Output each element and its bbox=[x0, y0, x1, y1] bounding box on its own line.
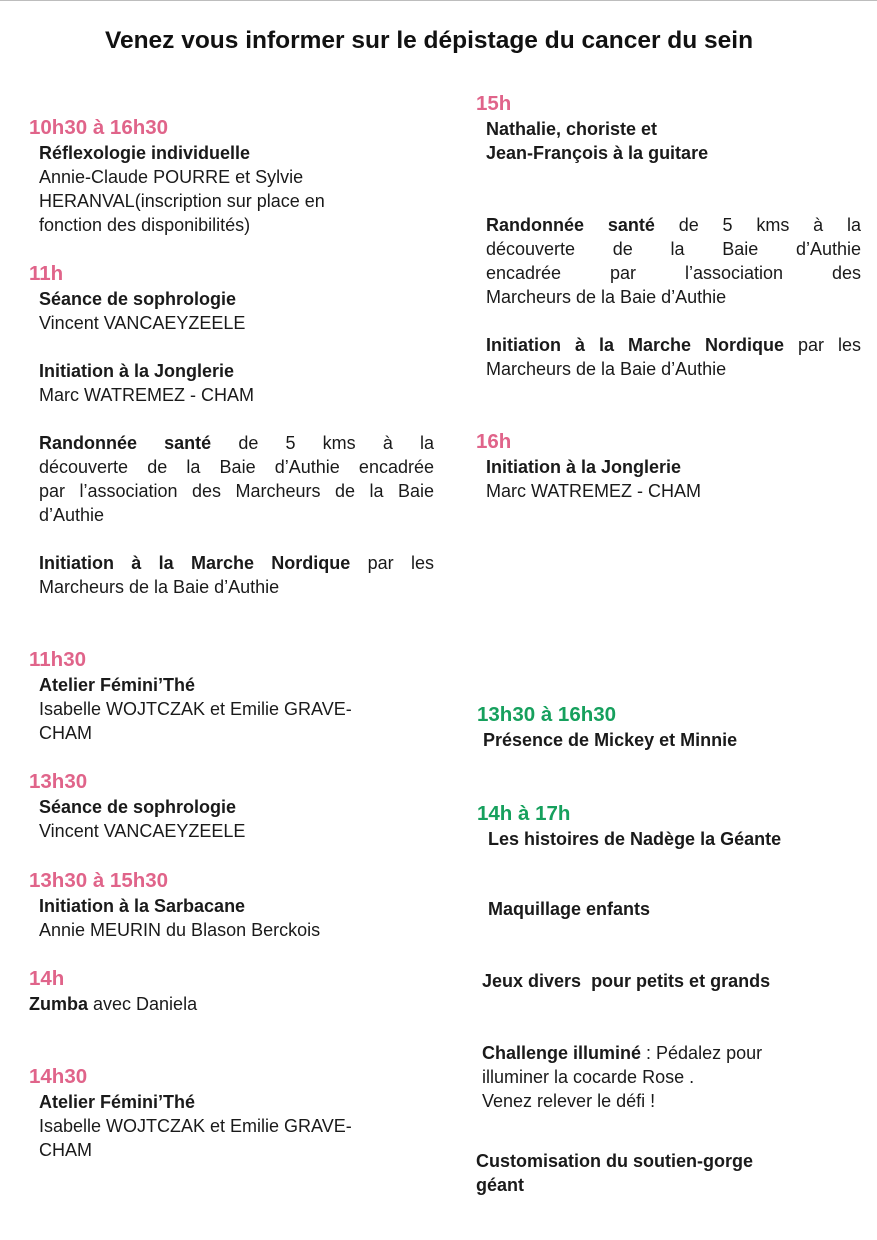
block-challenge bbox=[482, 1041, 762, 1113]
block-16h bbox=[476, 429, 701, 503]
time-label: 11h30 bbox=[29, 648, 86, 671]
activity-title: Nathalie, choriste et bbox=[486, 119, 658, 139]
activity-title: Initiation à la Marche Nordique bbox=[486, 335, 784, 355]
time-label: 13h30 à 16h30 bbox=[477, 703, 617, 726]
activity-text: par les bbox=[797, 335, 861, 355]
activity-text: d’Authie bbox=[39, 505, 105, 525]
activity-text: par l’association des Marcheurs de la Baie bbox=[39, 481, 434, 501]
block-11h30 bbox=[29, 647, 352, 745]
activity-title: Séance de sophrologie bbox=[39, 289, 237, 309]
block-15h-randonnee bbox=[486, 213, 861, 309]
time-label: 15h bbox=[476, 92, 512, 115]
block-13h30-16h30-kids bbox=[477, 702, 737, 752]
block-14h30 bbox=[29, 1064, 352, 1162]
activity-text: Isabelle WOJTCZAK et Emilie GRAVE- bbox=[39, 1116, 352, 1136]
time-label: 14h à 17h bbox=[477, 802, 571, 825]
activity-text: fonction des disponibilités) bbox=[39, 215, 251, 235]
block-customisation bbox=[476, 1149, 753, 1197]
activity-title: géant bbox=[476, 1175, 525, 1195]
activity-title: Jeux divers pour petits et grands bbox=[482, 971, 771, 991]
activity-text: découverte de la Baie d’Authie encadrée bbox=[39, 457, 434, 477]
activity-text: Venez relever le défi ! bbox=[482, 1091, 656, 1111]
time-label: 14h bbox=[29, 967, 65, 990]
time-label: 13h30 à 15h30 bbox=[29, 869, 169, 892]
block-14h bbox=[29, 966, 197, 1016]
block-11h-marche-nordique bbox=[39, 551, 434, 599]
activity-title: Les histoires de Nadège la Géante bbox=[488, 829, 782, 849]
activity-title: Jean-François à la guitare bbox=[486, 143, 709, 163]
activity-text: de 5 kms à la bbox=[238, 433, 434, 453]
activity-text: CHAM bbox=[39, 1140, 92, 1160]
time-label: 13h30 bbox=[29, 770, 88, 793]
activity-text: HERANVAL(inscription sur place en bbox=[39, 191, 325, 211]
activity-title: Zumba bbox=[29, 994, 89, 1014]
activity-text: Marcheurs de la Baie d’Authie bbox=[39, 577, 280, 597]
activity-text: Annie MEURIN du Blason Berckois bbox=[39, 920, 321, 940]
activity-title: Initiation à la Jonglerie bbox=[39, 361, 235, 381]
activity-text: illuminer la cocarde Rose . bbox=[482, 1067, 695, 1087]
activity-text: Marc WATREMEZ - CHAM bbox=[39, 385, 254, 405]
activity-text: avec Daniela bbox=[88, 994, 198, 1014]
time-label: 14h30 bbox=[29, 1065, 88, 1088]
block-13h30 bbox=[29, 769, 245, 843]
activity-text: : Pédalez pour bbox=[641, 1043, 763, 1063]
activity-title: Initiation à la Sarbacane bbox=[39, 896, 246, 916]
activity-title: Présence de Mickey et Minnie bbox=[483, 730, 738, 750]
activity-text: Marcheurs de la Baie d’Authie bbox=[486, 359, 727, 379]
time-label: 16h bbox=[476, 430, 512, 453]
time-label: 11h bbox=[29, 262, 64, 285]
activity-text: découverte de la Baie d’Authie bbox=[486, 239, 861, 259]
activity-title: Séance de sophrologie bbox=[39, 797, 237, 817]
block-jeux bbox=[482, 969, 770, 993]
block-15h bbox=[476, 91, 708, 165]
activity-title: Randonnée santé bbox=[486, 215, 655, 235]
activity-title: Réflexologie individuelle bbox=[39, 143, 251, 163]
activity-title: Atelier Fémini’Thé bbox=[39, 1092, 196, 1112]
block-11h-randonnee bbox=[39, 431, 434, 527]
block-11h-jonglerie bbox=[39, 359, 254, 407]
block-11h bbox=[29, 261, 245, 335]
activity-text: Marc WATREMEZ - CHAM bbox=[486, 481, 701, 501]
block-15h-marche-nordique bbox=[486, 333, 861, 381]
activity-text: Marcheurs de la Baie d’Authie bbox=[486, 287, 727, 307]
block-1030-1630 bbox=[29, 115, 325, 237]
block-14h-17h-kids bbox=[477, 801, 781, 851]
activity-title: Initiation à la Jonglerie bbox=[486, 457, 682, 477]
block-maquillage bbox=[488, 897, 650, 921]
activity-text: Isabelle WOJTCZAK et Emilie GRAVE- bbox=[39, 699, 352, 719]
activity-text: Annie-Claude POURRE et Sylvie bbox=[39, 167, 304, 187]
activity-text: encadrée par l’association des bbox=[486, 263, 861, 283]
activity-title: Initiation à la Marche Nordique bbox=[39, 553, 351, 573]
activity-title: Challenge illuminé bbox=[482, 1043, 642, 1063]
activity-title: Customisation du soutien-gorge bbox=[476, 1151, 753, 1171]
activity-title: Atelier Fémini’Thé bbox=[39, 675, 196, 695]
activity-title: Randonnée santé bbox=[39, 433, 212, 453]
top-border bbox=[0, 0, 877, 1]
page-title: Venez vous informer sur le dépistage du cancer du sein bbox=[104, 27, 754, 54]
activity-text: par les bbox=[367, 553, 434, 573]
activity-title: Maquillage enfants bbox=[488, 899, 651, 919]
activity-text: de 5 kms à la bbox=[678, 215, 861, 235]
time-label: 10h30 à 16h30 bbox=[29, 116, 169, 139]
activity-text: CHAM bbox=[39, 723, 92, 743]
activity-text: Vincent VANCAEYZEELE bbox=[39, 821, 246, 841]
block-13h30-15h30 bbox=[29, 868, 320, 942]
activity-text: Vincent VANCAEYZEELE bbox=[39, 313, 246, 333]
